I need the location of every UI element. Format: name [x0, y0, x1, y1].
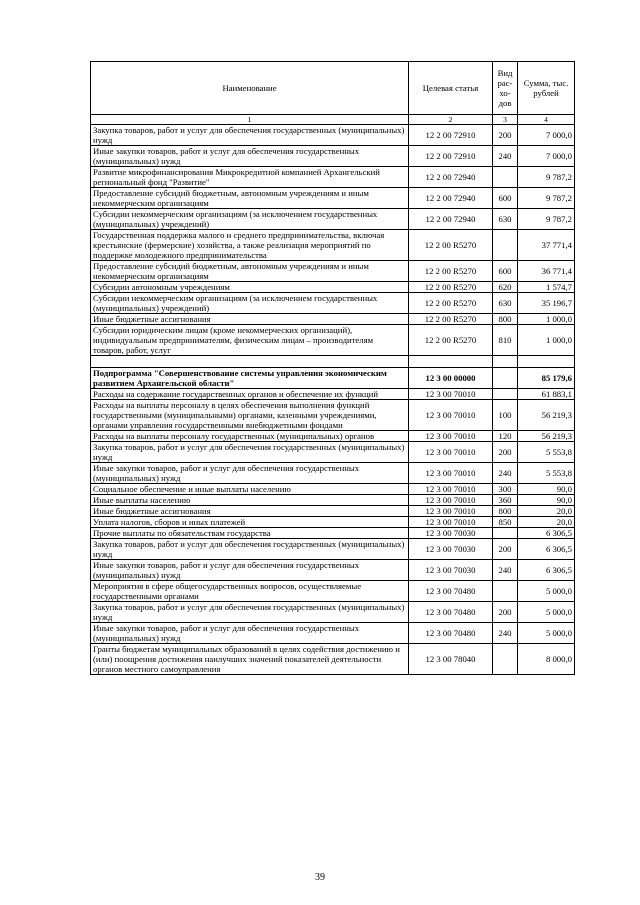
table-row [91, 517, 575, 528]
row-code: 12 3 00 70010 [409, 484, 493, 495]
table-row [91, 209, 575, 230]
table-row [91, 463, 575, 484]
table-row [91, 560, 575, 581]
row-code: 12 3 00 70480 [409, 623, 493, 644]
header-kind: Вид рас-хо-дов [493, 62, 518, 115]
column-number: 1 [91, 115, 409, 125]
row-name: Иные закупки товаров, работ и услуг для обеспечения государственных (муниципальных) нужд [91, 623, 409, 644]
table-row [91, 495, 575, 506]
row-code: 12 2 00 72940 [409, 188, 493, 209]
table-row [91, 125, 575, 146]
row-sum: 5 553,8 [518, 442, 575, 463]
table-row [91, 325, 575, 356]
row-name: Гранты бюджетам муниципальных образований в целях содействия достижению и (или) поощрения достижения наилучших значений показателей деятельности органов местного самоуправления [91, 644, 409, 675]
table-row [91, 230, 575, 261]
row-sum: 20,0 [518, 506, 575, 517]
row-kind: 850 [493, 517, 518, 528]
budget-table [90, 61, 575, 675]
row-name: Прочие выплаты по обязательствам государства [91, 528, 409, 539]
row-kind: 620 [493, 282, 518, 293]
row-sum: 7 000,0 [518, 125, 575, 146]
row-name: Субсидии некоммерческим организациям (за исключением государственных (муниципальных) учреждений) [91, 209, 409, 230]
row-sum: 1 000,0 [518, 325, 575, 356]
table-row [91, 602, 575, 623]
row-kind [493, 230, 518, 261]
row-code: 12 2 00 R5270 [409, 230, 493, 261]
column-number-row [91, 115, 575, 125]
row-code: 12 2 00 R5270 [409, 293, 493, 314]
table-body [91, 125, 575, 675]
table-row [91, 261, 575, 282]
row-code: 12 3 00 70480 [409, 581, 493, 602]
row-sum: 35 196,7 [518, 293, 575, 314]
row-name: Расходы на содержание государственных органов и обеспечение их функций [91, 389, 409, 400]
row-kind: 200 [493, 539, 518, 560]
row-code: 12 3 00 70030 [409, 560, 493, 581]
row-name: Иные бюджетные ассигнования [91, 506, 409, 517]
row-kind: 600 [493, 188, 518, 209]
row-kind: 200 [493, 125, 518, 146]
table-row [91, 528, 575, 539]
row-kind: 630 [493, 209, 518, 230]
table-row [91, 167, 575, 188]
row-sum: 5 000,0 [518, 581, 575, 602]
row-kind: 360 [493, 495, 518, 506]
row-kind: 800 [493, 506, 518, 517]
row-code: 12 3 00 70010 [409, 517, 493, 528]
row-sum: 36 771,4 [518, 261, 575, 282]
row-sum: 9 787,2 [518, 167, 575, 188]
row-sum: 85 179,6 [518, 368, 575, 389]
table-row [91, 368, 575, 389]
row-kind: 200 [493, 442, 518, 463]
row-name: Предоставление субсидий бюджетным, автономным учреждениям и иным некоммерческим организациям [91, 261, 409, 282]
row-sum: 56 219,3 [518, 400, 575, 431]
row-kind: 240 [493, 146, 518, 167]
row-kind: 600 [493, 261, 518, 282]
row-code: 12 3 00 70010 [409, 495, 493, 506]
row-kind [493, 644, 518, 675]
row-sum: 7 000,0 [518, 146, 575, 167]
row-kind [493, 167, 518, 188]
row-code: 12 3 00 70010 [409, 431, 493, 442]
row-sum: 37 771,4 [518, 230, 575, 261]
row-code: 12 2 00 R5270 [409, 261, 493, 282]
table-row [91, 623, 575, 644]
row-sum: 90,0 [518, 484, 575, 495]
column-number: 3 [493, 115, 518, 125]
row-code: 12 3 00 70010 [409, 442, 493, 463]
row-name: Развитие микрофинансирования Микрокредитной компанией Архангельский региональный фонд "Развитие" [91, 167, 409, 188]
row-kind: 120 [493, 431, 518, 442]
header-sum: Сумма, тыс. рублей [518, 62, 575, 115]
table-row [91, 400, 575, 431]
column-number: 2 [409, 115, 493, 125]
row-code: 12 2 00 72910 [409, 125, 493, 146]
table-row [91, 484, 575, 495]
row-name: Иные закупки товаров, работ и услуг для обеспечения государственных (муниципальных) нужд [91, 146, 409, 167]
row-code: 12 2 00 R5270 [409, 282, 493, 293]
table-row [91, 644, 575, 675]
table-row [91, 431, 575, 442]
table-row [91, 581, 575, 602]
row-code: 12 2 00 R5270 [409, 314, 493, 325]
row-name: Закупка товаров, работ и услуг для обеспечения государственных (муниципальных) нужд [91, 125, 409, 146]
row-sum: 90,0 [518, 495, 575, 506]
row-sum: 1 000,0 [518, 314, 575, 325]
table-row [91, 356, 575, 368]
row-kind [493, 356, 518, 368]
row-name: Иные выплаты населению [91, 495, 409, 506]
row-name [91, 356, 409, 368]
column-number: 4 [518, 115, 575, 125]
header-code: Целевая статья [409, 62, 493, 115]
row-sum: 8 000,0 [518, 644, 575, 675]
row-kind: 100 [493, 400, 518, 431]
table-row [91, 282, 575, 293]
row-name: Социальное обеспечение и иные выплаты населению [91, 484, 409, 495]
row-sum: 5 553,8 [518, 463, 575, 484]
row-code: 12 2 00 72940 [409, 167, 493, 188]
row-sum: 1 574,7 [518, 282, 575, 293]
row-kind: 300 [493, 484, 518, 495]
row-kind [493, 389, 518, 400]
page-number: 39 [315, 872, 325, 883]
row-kind: 200 [493, 602, 518, 623]
row-name: Уплата налогов, сборов и иных платежей [91, 517, 409, 528]
row-sum [518, 356, 575, 368]
row-name: Иные закупки товаров, работ и услуг для обеспечения государственных (муниципальных) нужд [91, 463, 409, 484]
row-name: Закупка товаров, работ и услуг для обеспечения государственных (муниципальных) нужд [91, 442, 409, 463]
row-code: 12 2 00 R5270 [409, 325, 493, 356]
row-name: Закупка товаров, работ и услуг для обеспечения государственных (муниципальных) нужд [91, 602, 409, 623]
table-row [91, 188, 575, 209]
row-name: Иные закупки товаров, работ и услуг для обеспечения государственных (муниципальных) нужд [91, 560, 409, 581]
row-sum: 9 787,2 [518, 209, 575, 230]
table-row [91, 314, 575, 325]
row-code: 12 2 00 72910 [409, 146, 493, 167]
row-code: 12 3 00 70010 [409, 463, 493, 484]
row-kind: 810 [493, 325, 518, 356]
row-kind: 240 [493, 623, 518, 644]
row-name: Закупка товаров, работ и услуг для обеспечения государственных (муниципальных) нужд [91, 539, 409, 560]
row-code: 12 3 00 78040 [409, 644, 493, 675]
row-code: 12 3 00 70030 [409, 528, 493, 539]
table-row [91, 506, 575, 517]
row-sum: 6 306,5 [518, 528, 575, 539]
row-kind: 800 [493, 314, 518, 325]
row-sum: 5 000,0 [518, 623, 575, 644]
table-row [91, 146, 575, 167]
row-sum: 56 219,3 [518, 431, 575, 442]
row-name: Субсидии юридическим лицам (кроме некоммерческих организаций), индивидуальным предпринимателям, физическим лицам – производителям товаров, работ, услуг [91, 325, 409, 356]
row-code [409, 356, 493, 368]
row-kind [493, 368, 518, 389]
row-kind: 630 [493, 293, 518, 314]
table-row [91, 442, 575, 463]
header-name: Наименование [91, 62, 409, 115]
row-code: 12 3 00 70480 [409, 602, 493, 623]
row-sum: 6 306,5 [518, 560, 575, 581]
row-sum: 20,0 [518, 517, 575, 528]
row-name: Субсидии некоммерческим организациям (за исключением государственных (муниципальных) учреждений) [91, 293, 409, 314]
row-name: Расходы на выплаты персоналу государственных (муниципальных) органов [91, 431, 409, 442]
row-name: Субсидии автономным учреждениям [91, 282, 409, 293]
row-sum: 9 787,2 [518, 188, 575, 209]
row-kind [493, 581, 518, 602]
row-name: Государственная поддержка малого и среднего предпринимательства, включая крестьянские (фермерские) хозяйства, а также реализация мероприятий по поддержке молодежного предпринимательства [91, 230, 409, 261]
row-code: 12 3 00 00000 [409, 368, 493, 389]
row-code: 12 3 00 70010 [409, 400, 493, 431]
row-name: Мероприятия в сфере общегосударственных вопросов, осуществляемые государственными органами [91, 581, 409, 602]
row-kind: 240 [493, 560, 518, 581]
table-row [91, 539, 575, 560]
row-name: Подпрограмма "Совершенствование системы управления экономическим развитием Архангельской области" [91, 368, 409, 389]
row-sum: 5 000,0 [518, 602, 575, 623]
row-kind [493, 528, 518, 539]
row-code: 12 3 00 70010 [409, 389, 493, 400]
row-code: 12 2 00 72940 [409, 209, 493, 230]
row-sum: 6 306,5 [518, 539, 575, 560]
row-name: Предоставление субсидий бюджетным, автономным учреждениям и иным некоммерческим организациям [91, 188, 409, 209]
row-sum: 61 883,1 [518, 389, 575, 400]
row-name: Иные бюджетные ассигнования [91, 314, 409, 325]
row-code: 12 3 00 70030 [409, 539, 493, 560]
table-row [91, 293, 575, 314]
header-row [91, 62, 575, 115]
table-row [91, 389, 575, 400]
row-code: 12 3 00 70010 [409, 506, 493, 517]
row-name: Расходы на выплаты персоналу в целях обеспечения выполнения функций государственными (муниципальными) органами, казенными учреждениями, органами управления государственными внебюджетными фондами [91, 400, 409, 431]
row-kind: 240 [493, 463, 518, 484]
